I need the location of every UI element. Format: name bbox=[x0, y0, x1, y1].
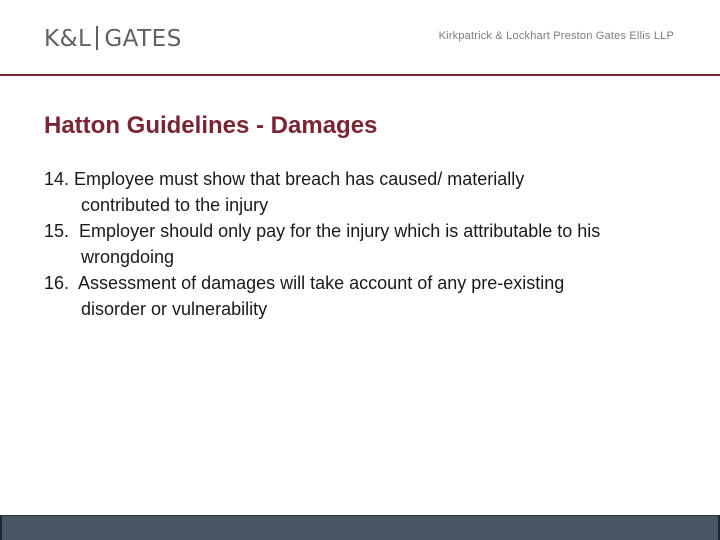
list-item bbox=[44, 270, 684, 322]
item-text-line1: Assessment of damages will take account of any pre-existing bbox=[78, 273, 565, 293]
item-text-line2: wrongdoing bbox=[81, 247, 175, 267]
list-item bbox=[44, 218, 684, 270]
item-text-line2: disorder or vulnerability bbox=[81, 299, 268, 319]
slide-title: Hatton Guidelines - Damages bbox=[44, 112, 378, 139]
guideline-list bbox=[44, 166, 684, 322]
slide-header bbox=[0, 0, 720, 76]
logo-left-text: K&L bbox=[44, 26, 92, 52]
item-number: 14. bbox=[44, 169, 70, 189]
item-text-line1: Employer should only pay for the injury which is attributable to his bbox=[79, 221, 601, 241]
item-number: 15. bbox=[44, 221, 70, 241]
firm-name: Kirkpatrick & Lockhart Preston Gates Ellis LLP bbox=[438, 30, 674, 42]
list-item bbox=[44, 166, 684, 218]
item-number: 16. bbox=[44, 273, 70, 293]
logo-divider bbox=[96, 26, 98, 50]
item-text-line1: Employee must show that breach has caused/ materially bbox=[74, 169, 525, 189]
logo-right-text: GATES bbox=[104, 26, 182, 52]
footer-edge-left bbox=[0, 515, 2, 540]
kl-gates-logo bbox=[44, 24, 182, 54]
header-rule bbox=[0, 74, 720, 76]
item-text-line2: contributed to the injury bbox=[81, 195, 269, 215]
footer-bar bbox=[0, 515, 720, 540]
